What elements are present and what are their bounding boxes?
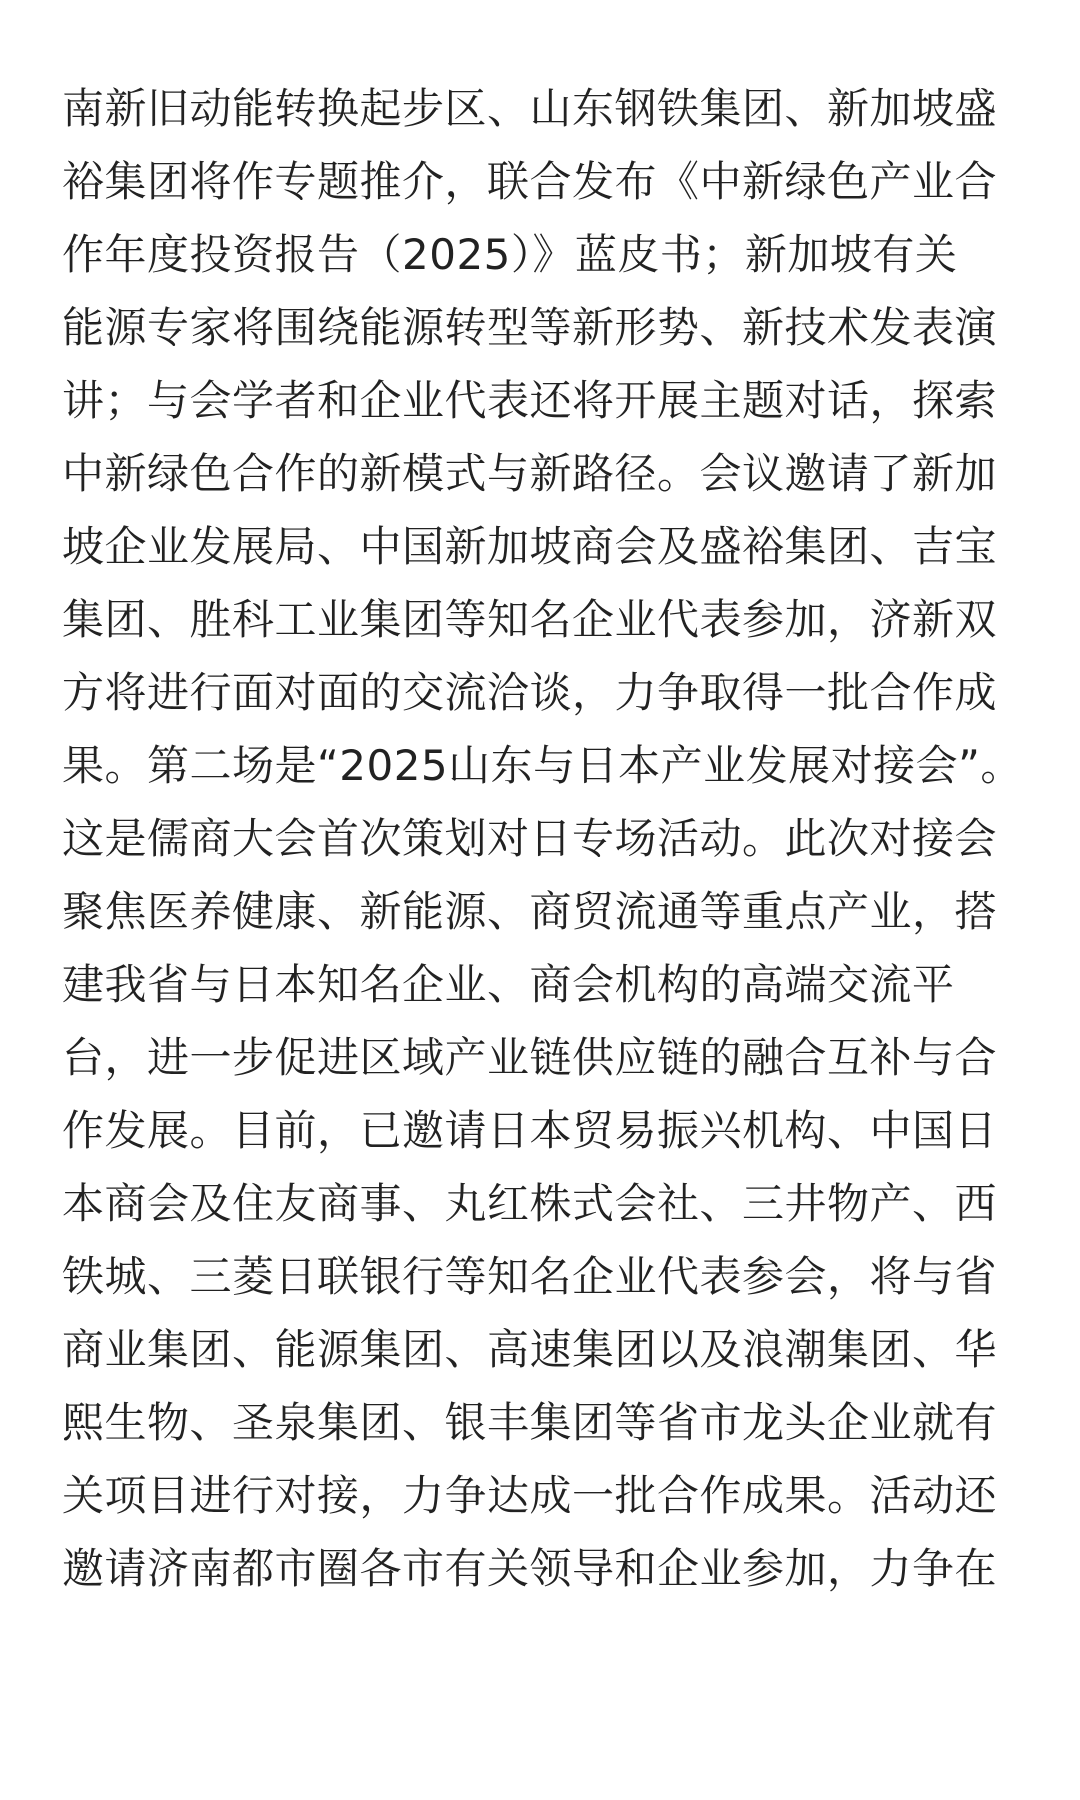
article-line: 作年度投资报告（2025）》蓝皮书；新加坡有关 — [62, 230, 958, 279]
article-line: 邀请济南都市圈各市有关领导和企业参加，力争在 — [62, 1544, 998, 1593]
article-line: 铁城、三菱日联银行等知名企业代表参会，将与省 — [62, 1252, 998, 1301]
article-line: 关项目进行对接，力争达成一批合作成果。活动还 — [62, 1471, 998, 1520]
article-body — [62, 72, 1022, 1605]
article-line: 熙生物、圣泉集团、银丰集团等省市龙头企业就有 — [62, 1398, 998, 1447]
article-line: 果。第二场是“2025山东与日本产业发展对接会”。 — [62, 741, 1023, 790]
article-line: 裕集团将作专题推介，联合发布《中新绿色产业合 — [62, 157, 998, 206]
article-line: 中新绿色合作的新模式与新路径。会议邀请了新加 — [62, 449, 998, 498]
article-line: 本商会及住友商事、丸红株式会社、三井物产、西 — [62, 1179, 998, 1228]
article-line: 作发展。目前，已邀请日本贸易振兴机构、中国日 — [62, 1106, 998, 1155]
article-line: 讲；与会学者和企业代表还将开展主题对话，探索 — [62, 376, 998, 425]
article-line: 坡企业发展局、中国新加坡商会及盛裕集团、吉宝 — [62, 522, 998, 571]
article-line: 这是儒商大会首次策划对日专场活动。此次对接会 — [62, 814, 998, 863]
article-line: 方将进行面对面的交流洽谈，力争取得一批合作成 — [62, 668, 998, 717]
article-line: 南新旧动能转换起步区、山东钢铁集团、新加坡盛 — [62, 84, 998, 133]
article-line: 台，进一步促进区域产业链供应链的融合互补与合 — [62, 1033, 998, 1082]
article-line: 集团、胜科工业集团等知名企业代表参加，济新双 — [62, 595, 998, 644]
article-line: 能源专家将围绕能源转型等新形势、新技术发表演 — [62, 303, 998, 352]
article-line: 建我省与日本知名企业、商会机构的高端交流平 — [62, 960, 955, 1009]
article-line: 聚焦医养健康、新能源、商贸流通等重点产业，搭 — [62, 887, 998, 936]
article-line: 商业集团、能源集团、高速集团以及浪潮集团、华 — [62, 1325, 998, 1374]
